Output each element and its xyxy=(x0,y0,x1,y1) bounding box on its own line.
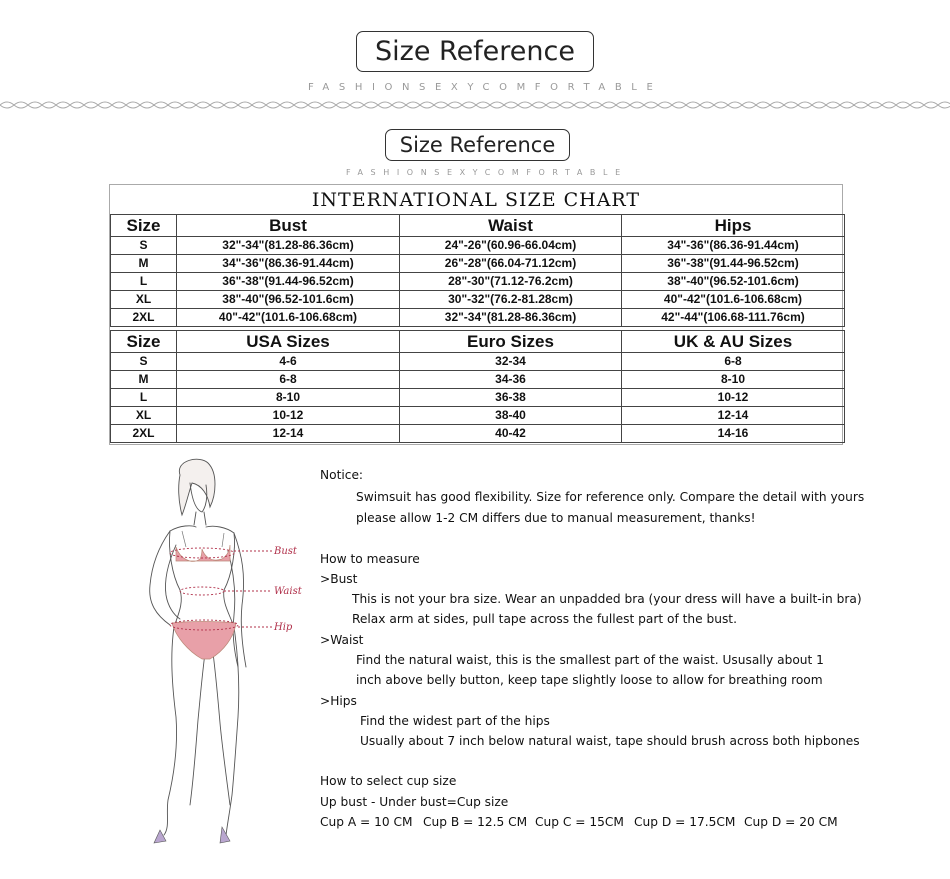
region-size-cell: M xyxy=(111,371,177,389)
measurement-value-cell: 38"-40"(96.52-101.6cm) xyxy=(622,273,845,291)
measurement-row xyxy=(111,309,845,327)
region-header-cell: UK & AU Sizes xyxy=(622,331,845,353)
region-value-cell: 6-8 xyxy=(177,371,400,389)
measurement-row xyxy=(111,255,845,273)
measurement-value-cell: 42"-44"(106.68-111.76cm) xyxy=(622,309,845,327)
region-header-cell: Euro Sizes xyxy=(400,331,622,353)
region-value-cell: 12-14 xyxy=(622,407,845,425)
measurement-value-cell: 36"-38"(91.44-96.52cm) xyxy=(177,273,400,291)
measurement-size-cell: S xyxy=(111,237,177,255)
hips-heading: >Hips xyxy=(320,694,357,708)
measurement-value-cell: 34"-36"(86.36-91.44cm) xyxy=(177,255,400,273)
cup-b: Cup B = 12.5 CM xyxy=(423,815,528,829)
hip-label: Hip xyxy=(274,622,293,633)
tagline-small: FASHIONSEXYCOMFORTABLE xyxy=(346,168,628,177)
size-chart xyxy=(109,184,843,445)
notice-text-2: please allow 1-2 CM differs due to manual measurement, thanks! xyxy=(356,511,756,525)
region-row xyxy=(111,371,845,389)
region-size-cell: 2XL xyxy=(111,425,177,443)
hips-text-2: Usually about 7 inch below natural waist, tape should brush across both hipbones xyxy=(360,734,860,748)
measurement-header-cell: Waist xyxy=(400,215,622,237)
region-value-cell: 12-14 xyxy=(177,425,400,443)
region-size-cell: S xyxy=(111,353,177,371)
region-value-cell: 14-16 xyxy=(622,425,845,443)
region-value-cell: 10-12 xyxy=(177,407,400,425)
notice-text-1: Swimsuit has good flexibility. Size for reference only. Compare the detail with yours xyxy=(356,490,865,504)
measurement-value-cell: 40"-42"(101.6-106.68cm) xyxy=(622,291,845,309)
measurement-value-cell: 32"-34"(81.28-86.36cm) xyxy=(177,237,400,255)
region-row xyxy=(111,389,845,407)
measurement-size-cell: 2XL xyxy=(111,309,177,327)
notice-heading: Notice: xyxy=(320,468,364,482)
region-header-row xyxy=(111,331,845,353)
measurement-table xyxy=(110,214,845,327)
waist-text-2: inch above belly button, keep tape slightly loose to allow for breathing room xyxy=(356,673,823,687)
tagline: FASHIONSEXYCOMFORTABLE xyxy=(308,82,663,93)
measurement-size-cell: M xyxy=(111,255,177,273)
measurement-size-cell: XL xyxy=(111,291,177,309)
cup-d-1: Cup D = 17.5CM xyxy=(634,815,736,829)
cup-size-heading: How to select cup size xyxy=(320,774,457,788)
measurement-header-cell: Size xyxy=(111,215,177,237)
region-value-cell: 8-10 xyxy=(177,389,400,407)
region-size-cell: L xyxy=(111,389,177,407)
region-value-cell: 6-8 xyxy=(622,353,845,371)
region-value-cell: 8-10 xyxy=(622,371,845,389)
measurement-header-row xyxy=(111,215,845,237)
body-measurement-illustration xyxy=(130,455,310,850)
bust-heading: >Bust xyxy=(320,572,358,586)
region-value-cell: 36-38 xyxy=(400,389,622,407)
size-reference-subtitle-text: Size Reference xyxy=(399,133,556,157)
region-value-cell: 4-6 xyxy=(177,353,400,371)
measurement-row xyxy=(111,237,845,255)
measurement-row xyxy=(111,291,845,309)
cup-d-2: Cup D = 20 CM xyxy=(744,815,838,829)
measurement-size-cell: L xyxy=(111,273,177,291)
region-value-cell: 38-40 xyxy=(400,407,622,425)
measurement-value-cell: 26"-28"(66.04-71.12cm) xyxy=(400,255,622,273)
bust-text-1: This is not your bra size. Wear an unpadded bra (your dress will have a built-in bra) xyxy=(352,592,862,606)
region-row xyxy=(111,353,845,371)
bust-text-2: Relax arm at sides, pull tape across the fullest part of the bust. xyxy=(352,612,737,626)
measurement-value-cell: 34"-36"(86.36-91.44cm) xyxy=(622,237,845,255)
cup-c: Cup C = 15CM xyxy=(535,815,624,829)
measurement-value-cell: 36"-38"(91.44-96.52cm) xyxy=(622,255,845,273)
region-header-cell: USA Sizes xyxy=(177,331,400,353)
region-value-cell: 10-12 xyxy=(622,389,845,407)
region-value-cell: 34-36 xyxy=(400,371,622,389)
region-row xyxy=(111,425,845,443)
cup-a: Cup A = 10 CM xyxy=(320,815,413,829)
size-reference-title xyxy=(356,31,594,72)
wave-divider xyxy=(0,98,950,112)
region-value-cell: 40-42 xyxy=(400,425,622,443)
measurement-header-cell: Hips xyxy=(622,215,845,237)
measurement-header-cell: Bust xyxy=(177,215,400,237)
measurement-value-cell: 28"-30"(71.12-76.2cm) xyxy=(400,273,622,291)
region-size-cell: XL xyxy=(111,407,177,425)
hips-text-1: Find the widest part of the hips xyxy=(360,714,550,728)
size-reference-subtitle xyxy=(385,129,570,161)
measurement-value-cell: 40"-42"(101.6-106.68cm) xyxy=(177,309,400,327)
cup-formula: Up bust - Under bust=Cup size xyxy=(320,795,509,809)
measurement-row xyxy=(111,273,845,291)
region-header-cell: Size xyxy=(111,331,177,353)
waist-label: Waist xyxy=(274,586,302,597)
bust-label: Bust xyxy=(274,546,297,557)
region-value-cell: 32-34 xyxy=(400,353,622,371)
size-reference-title-text: Size Reference xyxy=(375,36,575,67)
waist-heading: >Waist xyxy=(320,633,364,647)
measurement-value-cell: 38"-40"(96.52-101.6cm) xyxy=(177,291,400,309)
region-size-table xyxy=(110,330,845,443)
measurement-value-cell: 24"-26"(60.96-66.04cm) xyxy=(400,237,622,255)
measurement-value-cell: 30"-32"(76.2-81.28cm) xyxy=(400,291,622,309)
measurement-value-cell: 32"-34"(81.28-86.36cm) xyxy=(400,309,622,327)
size-chart-title: INTERNATIONAL SIZE CHART xyxy=(311,189,641,211)
waist-text-1: Find the natural waist, this is the smallest part of the waist. Ususally about 1 xyxy=(356,653,824,667)
how-to-measure-heading: How to measure xyxy=(320,552,420,566)
region-row xyxy=(111,407,845,425)
